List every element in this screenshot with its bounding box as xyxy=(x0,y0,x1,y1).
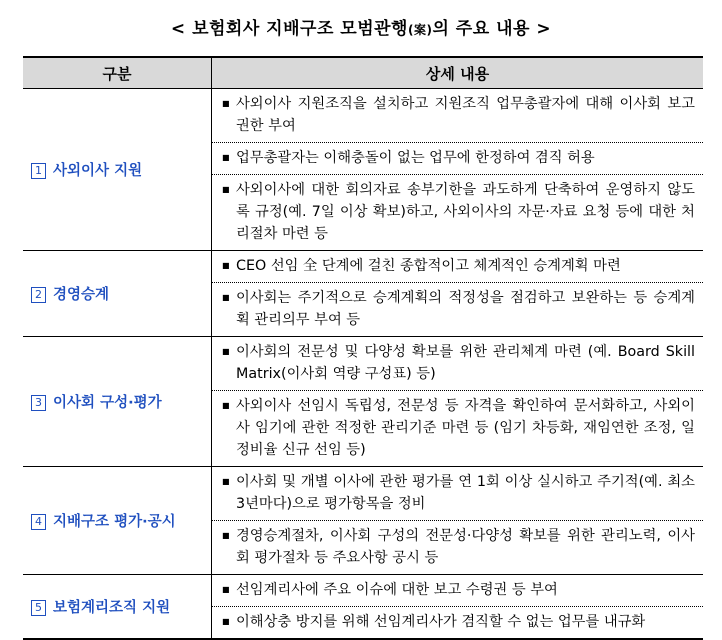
square-bullet-icon: ■ xyxy=(222,585,230,594)
square-bullet-icon: ■ xyxy=(222,531,230,540)
header-details: 상세 내용 xyxy=(212,57,704,89)
category-cell xyxy=(23,251,212,337)
title-prefix: < 보험회사 지배구조 모범관행 xyxy=(170,19,408,39)
category-label: 사외이사 지원 xyxy=(53,163,143,179)
detail-text: 경영승계절차, 이사회 구성의 전문성·다양성 확보를 위한 관리노력, 이사회 평가절차 등 주요사항 공시 등 xyxy=(236,528,695,566)
detail-text: 사외이사에 대한 회의자료 송부기한을 과도하게 단축하여 운영하지 않도록 규정(예. 7일 이상 확보)하고, 사외이사의 자문·자료 요청 등에 대한 처리절차 마련 등 xyxy=(236,182,695,242)
square-bullet-icon: ■ xyxy=(222,617,230,626)
header-category: 구분 xyxy=(23,57,212,89)
category-number-badge: 1 xyxy=(31,163,46,179)
category-label: 이사회 구성·평가 xyxy=(53,395,162,411)
detail-item xyxy=(212,337,703,390)
category-number-badge: 4 xyxy=(31,514,46,530)
category-label: 지배구조 평가·공시 xyxy=(53,514,176,530)
detail-item xyxy=(212,575,703,606)
square-bullet-icon: ■ xyxy=(222,153,230,162)
square-bullet-icon: ■ xyxy=(222,293,230,302)
detail-text: 선임계리사에 주요 이슈에 대한 보고 수령권 등 부여 xyxy=(236,582,558,598)
category-number-badge: 3 xyxy=(31,395,46,411)
details-cell xyxy=(212,337,704,467)
table-header-row xyxy=(23,57,703,89)
detail-item xyxy=(212,282,703,336)
category-number-badge: 5 xyxy=(31,600,46,616)
governance-table xyxy=(23,56,703,640)
details-cell xyxy=(212,251,704,337)
detail-text: 업무총괄자는 이해충돌이 없는 업무에 한정하여 겸직 허용 xyxy=(236,150,595,166)
detail-item xyxy=(212,467,703,520)
category-label: 경영승계 xyxy=(53,287,110,303)
details-cell xyxy=(212,575,704,640)
square-bullet-icon: ■ xyxy=(222,401,230,410)
detail-item xyxy=(212,174,703,250)
details-cell xyxy=(212,467,704,575)
category-cell xyxy=(23,89,212,251)
table-row xyxy=(23,575,703,640)
detail-item xyxy=(212,251,703,282)
table-row xyxy=(23,89,703,251)
detail-text: 이사회 및 개별 이사에 관한 평가를 연 1회 이상 실시하고 주기적(예. 최소 3년마다)으로 평가항목을 정비 xyxy=(236,474,695,512)
table-row xyxy=(23,337,703,467)
detail-text: 이사회는 주기적으로 승계계획의 적정성을 점검하고 보완하는 등 승계계획 관리의무 부여 등 xyxy=(236,290,695,328)
category-cell xyxy=(23,467,212,575)
square-bullet-icon: ■ xyxy=(222,261,230,270)
detail-item xyxy=(212,606,703,638)
category-cell xyxy=(23,575,212,640)
square-bullet-icon: ■ xyxy=(222,347,230,356)
detail-item xyxy=(212,89,703,142)
detail-item xyxy=(212,520,703,574)
detail-text: 이해상충 방지를 위해 선임계리사가 겸직할 수 없는 업무를 내규화 xyxy=(236,614,646,630)
category-label: 보험계리조직 지원 xyxy=(53,600,171,616)
square-bullet-icon: ■ xyxy=(222,185,230,194)
table-row xyxy=(23,251,703,337)
detail-item xyxy=(212,390,703,466)
detail-text: 사외이사 지원조직을 설치하고 지원조직 업무총괄자에 대해 이사회 보고권한 부여 xyxy=(236,96,695,134)
category-cell xyxy=(23,337,212,467)
square-bullet-icon: ■ xyxy=(222,477,230,486)
detail-text: 사외이사 선임시 독립성, 전문성 등 자격을 확인하여 문서화하고, 사외이사 임기에 관한 적정한 관리기준 마련 등 (임기 차등화, 재임연한 조정, 일정비율 신규 선임 등) xyxy=(236,398,695,458)
detail-text: CEO 선임 全 단계에 걸친 종합적이고 체계적인 승계계획 마련 xyxy=(236,258,621,274)
category-number-badge: 2 xyxy=(31,287,46,303)
details-cell xyxy=(212,89,704,251)
table-row xyxy=(23,467,703,575)
page-title xyxy=(0,14,722,39)
detail-item xyxy=(212,142,703,174)
title-suffix: 의 주요 내용 > xyxy=(432,19,552,39)
title-hanja: (案) xyxy=(407,23,433,37)
square-bullet-icon: ■ xyxy=(222,99,230,108)
detail-text: 이사회의 전문성 및 다양성 확보를 위한 관리체계 마련 (예. Board Skill Matrix(이사회 역량 구성표) 등) xyxy=(236,344,695,382)
